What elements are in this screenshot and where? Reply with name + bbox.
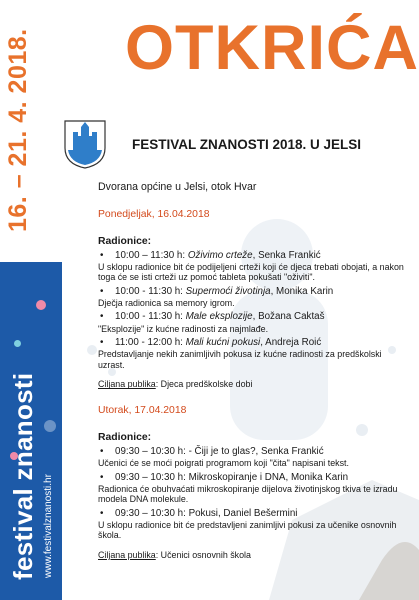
event-time: 10:00 - 11:30 h: [115,285,183,297]
event-sep: , [252,311,259,323]
headline: OTKRIĆA [125,13,419,83]
event-description: "Eksplozije" iz kućne radinosti za najmlađe. [98,323,269,334]
day-date: Ponedjeljak, 16.04.2018 [98,209,210,221]
event-item: • 10:00 - 11:30 h: Supermoći životinja, Monika Karin Dječja radionica sa memory igrom. [98,286,410,309]
event-time: 11:00 - 12:00 h: [115,337,183,349]
event-title: Pokusi [188,507,218,519]
event-title: Mali kućni pokusi [185,337,261,349]
day-date: Utorak, 17.04.2018 [98,405,187,417]
event-title: Supermoći životinja [185,285,271,297]
event-sep: , [255,445,261,457]
event-sep: , [260,337,266,349]
side-dates: 16. – 21. 4. 2018. [4,28,32,232]
event-title: - Čiji je to glas? [188,445,256,457]
event-presenter: Monika Karin [276,285,334,297]
event-presenter: Božana Caktaš [258,311,325,323]
event-description: Dječja radionica sa memory igrom. [98,297,235,308]
target-label: Ciljana publika [98,550,156,561]
event-sep: , [270,285,277,297]
section-label: Radionice: [98,432,152,444]
event-time: 10:00 - 11:30 h: [115,311,183,323]
event-title: Oživimo crteže [187,249,253,261]
event-description: Učenici će se moći poigrati programom koji "čita" napisani tekst. [98,457,349,468]
event-time: 10:00 – 11:30 h: [115,249,186,261]
event-sep: , [217,507,224,519]
day-block [98,405,410,561]
event-description: U sklopu radionice bit će podijeljeni crteži koji će djeca trebati obojati, a nakon toga će se isti crteži uz pomoć tableta pokušati "oživiti". [98,261,404,283]
side-festival-title: festival znanosti [8,372,38,580]
target-value: : Djeca predškolske dobi [155,379,253,390]
side-url: www.festivalznanosti.hr [43,474,54,578]
target-audience [98,379,410,390]
programme [98,181,410,561]
sidebar-band [0,0,62,600]
event-title: Male eksplozije [185,311,253,323]
event-item: • 11:00 - 12:00 h: Mali kućni pokusi, Andreja Roić Predstavljanje nekih zanimljivih pokusa iz kućne radinosti za predškolski uzrast. [98,337,410,370]
event-sep: , [285,471,291,483]
decor-bubble [14,340,21,347]
event-time: 09:30 – 10:30 h: [115,471,186,483]
event-description: Radionica će obuhvaćati mikroskopiranje dijelova životinjskog tkiva te izradu modela DNA molekule. [98,483,398,505]
festival-title: FESTIVAL ZNANOSTI 2018. U JELSI [132,137,362,152]
event-description: Predstavljanje nekih zanimljivih pokusa iz kućne radinosti za predškolski uzrast. [98,349,382,370]
target-label: Ciljana publika [98,379,156,390]
event-sep: , [252,249,259,261]
event-presenter: Senka Frankić [261,445,324,457]
event-time: 09:30 – 10:30 h: [115,445,186,457]
event-time: 09:30 – 10:30 h: [115,507,186,519]
decor-bubble [36,300,46,310]
event-presenter: Daniel Bešermini [223,507,298,519]
event-item: • 10:00 – 11:30 h: Oživimo crteže, Senka Frankić U sklopu radionice bit će podijeljeni crteži koji će djeca trebati obojati, a nakon toga će se isti crteži uz pomoć tableta pokušati "oživiti". [98,250,410,283]
event-item: • 09:30 – 10:30 h: - Čiji je to glas?, Senka Frankić Učenici će se moći poigrati programom koji "čita" napisani tekst. [98,446,410,469]
event-item: • 10:00 - 11:30 h: Male eksplozije, Božana Caktaš "Eksplozije" iz kućne radinosti za najmlađe. [98,311,410,334]
event-item: • 09:30 – 10:30 h: Pokusi, Daniel Bešermini U sklopu radionice bit će predstavljeni zanimljivi pokusi za učenike osnovnih škola. [98,508,410,541]
event-description: U sklopu radionice bit će predstavljeni zanimljivi pokusi za učenike osnovnih škola. [98,519,397,541]
target-value: : Učenici osnovnih škola [155,550,251,561]
jelsa-crest-icon [62,118,108,170]
event-item: • 09:30 – 10:30 h: Mikroskopiranje i DNA, Monika Karin Radionica će obuhvaćati mikroskopiranje dijelova životinjskog tkiva te izradu modela DNA molekule. [98,472,410,505]
decor-bubble [44,420,56,432]
day-block [98,209,410,390]
event-presenter: Senka Frankić [258,249,321,261]
event-presenter: Monika Karin [290,471,349,483]
target-audience [98,550,410,561]
venue: Dvorana općine u Jelsi, otok Hvar [98,181,257,193]
event-title: Mikroskopiranje i DNA [188,471,286,483]
event-presenter: Andreja Roić [265,337,322,349]
section-label: Radionice: [98,235,152,247]
